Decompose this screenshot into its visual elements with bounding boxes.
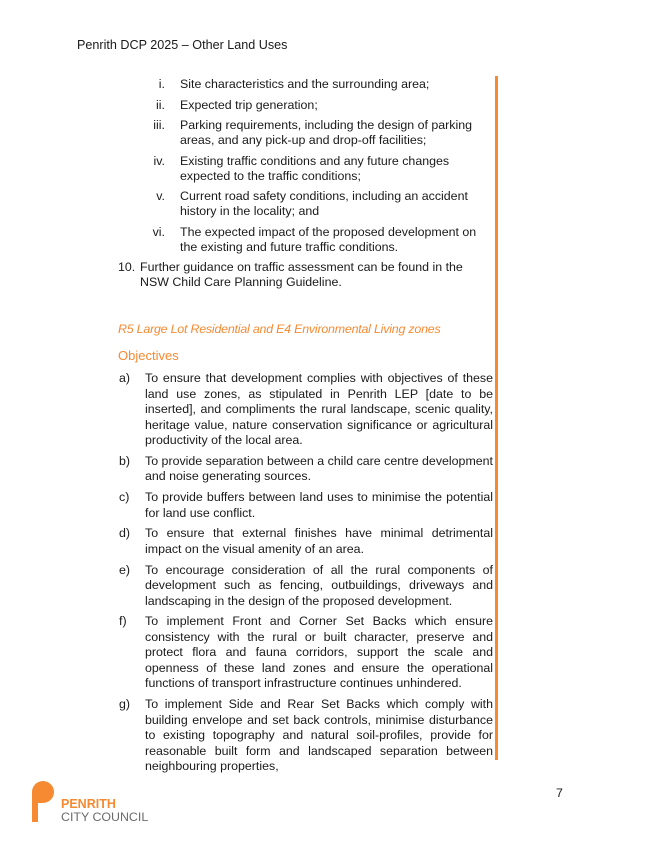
item-number: iv. bbox=[153, 153, 165, 168]
logo-line-1: PENRITH bbox=[61, 797, 116, 811]
item-number: ii. bbox=[156, 97, 165, 112]
item-number: c) bbox=[119, 490, 130, 505]
penrith-p-icon bbox=[28, 780, 58, 824]
list-item bbox=[118, 490, 493, 521]
item-number: e) bbox=[119, 562, 131, 577]
objectives-heading: Objectives bbox=[118, 348, 179, 363]
item-number: b) bbox=[119, 453, 131, 468]
list-item bbox=[118, 98, 493, 113]
change-bar bbox=[495, 76, 498, 760]
list-item bbox=[118, 77, 493, 92]
list-item bbox=[118, 563, 493, 610]
item-number: iii. bbox=[153, 118, 165, 132]
logo-line-2: CITY COUNCIL bbox=[61, 810, 149, 824]
item-text: Expected trip generation; bbox=[180, 97, 318, 112]
item-text: To implement Side and Rear Set Backs which comply with building envelope and set back controls, minimise disturbance to existing topography and natural soil-profiles, provide for reasonable built form and landscaped separation between neighbouring properties, bbox=[145, 697, 493, 774]
item-text: Further guidance on traffic assessment can be found in the NSW Child Care Planning Guideline. bbox=[140, 260, 463, 289]
item-number: d) bbox=[119, 526, 131, 541]
list-item bbox=[118, 154, 493, 184]
item-text: To ensure that external finishes have minimal detrimental impact on the visual amenity of an area. bbox=[145, 526, 493, 556]
objectives-list bbox=[118, 371, 493, 775]
item-text: To encourage consideration of all the rural components of development such as fencing, outbuildings, driveways and landscaping in the design of the proposed development. bbox=[145, 562, 493, 608]
list-item bbox=[118, 614, 493, 692]
list-item bbox=[118, 526, 493, 557]
item-number: a) bbox=[119, 371, 131, 385]
page-number: 7 bbox=[556, 786, 563, 800]
item-text: The expected impact of the proposed development on the existing and future traffic conditions. bbox=[180, 224, 477, 254]
item-number: g) bbox=[119, 697, 131, 712]
list-item bbox=[118, 118, 493, 148]
item-text: To provide separation between a child care centre development and noise generating sources. bbox=[145, 453, 493, 484]
item-number: 10. bbox=[118, 260, 136, 274]
item-text: To implement Front and Corner Set Backs which ensure consistency with the rural or built character, preserve and protect flora and fauna corridors, support the scale and openness of these land zones and ensure the operational functions of transport infrastructure continues unhindered. bbox=[145, 614, 493, 691]
item-text: Parking requirements, including the design of parking areas, and any pick-up and drop-off facilities; bbox=[180, 118, 473, 147]
item-text: Existing traffic conditions and any future changes expected to the traffic conditions; bbox=[180, 153, 450, 183]
section-heading: R5 Large Lot Residential and E4 Environmental Living zones bbox=[118, 322, 441, 336]
item-number: i. bbox=[158, 77, 165, 91]
item-number: f) bbox=[119, 614, 127, 629]
list-item bbox=[118, 371, 493, 449]
item-text: Current road safety conditions, including an accident history in the locality; and bbox=[180, 189, 468, 218]
list-item bbox=[118, 225, 493, 255]
item-number: vi. bbox=[152, 224, 165, 239]
page-body bbox=[118, 77, 493, 780]
item-text: Site characteristics and the surrounding area; bbox=[180, 77, 430, 91]
list-item bbox=[118, 189, 493, 219]
penrith-logo bbox=[28, 780, 158, 830]
item-number: v. bbox=[156, 189, 165, 203]
running-header: Penrith DCP 2025 – Other Land Uses bbox=[77, 38, 288, 52]
numbered-item-10 bbox=[118, 260, 493, 290]
item-text: To provide buffers between land uses to minimise the potential for land use conflict. bbox=[145, 490, 493, 520]
roman-list bbox=[118, 77, 493, 255]
item-text: To ensure that development complies with objectives of these land use zones, as stipulated in Penrith LEP [date to be inserted], and compliments the rural landscape, scenic quality, heritage value, nature conservation significance or agricultural productivity of the local area. bbox=[145, 371, 493, 447]
list-item bbox=[118, 697, 493, 775]
list-item bbox=[118, 454, 493, 485]
